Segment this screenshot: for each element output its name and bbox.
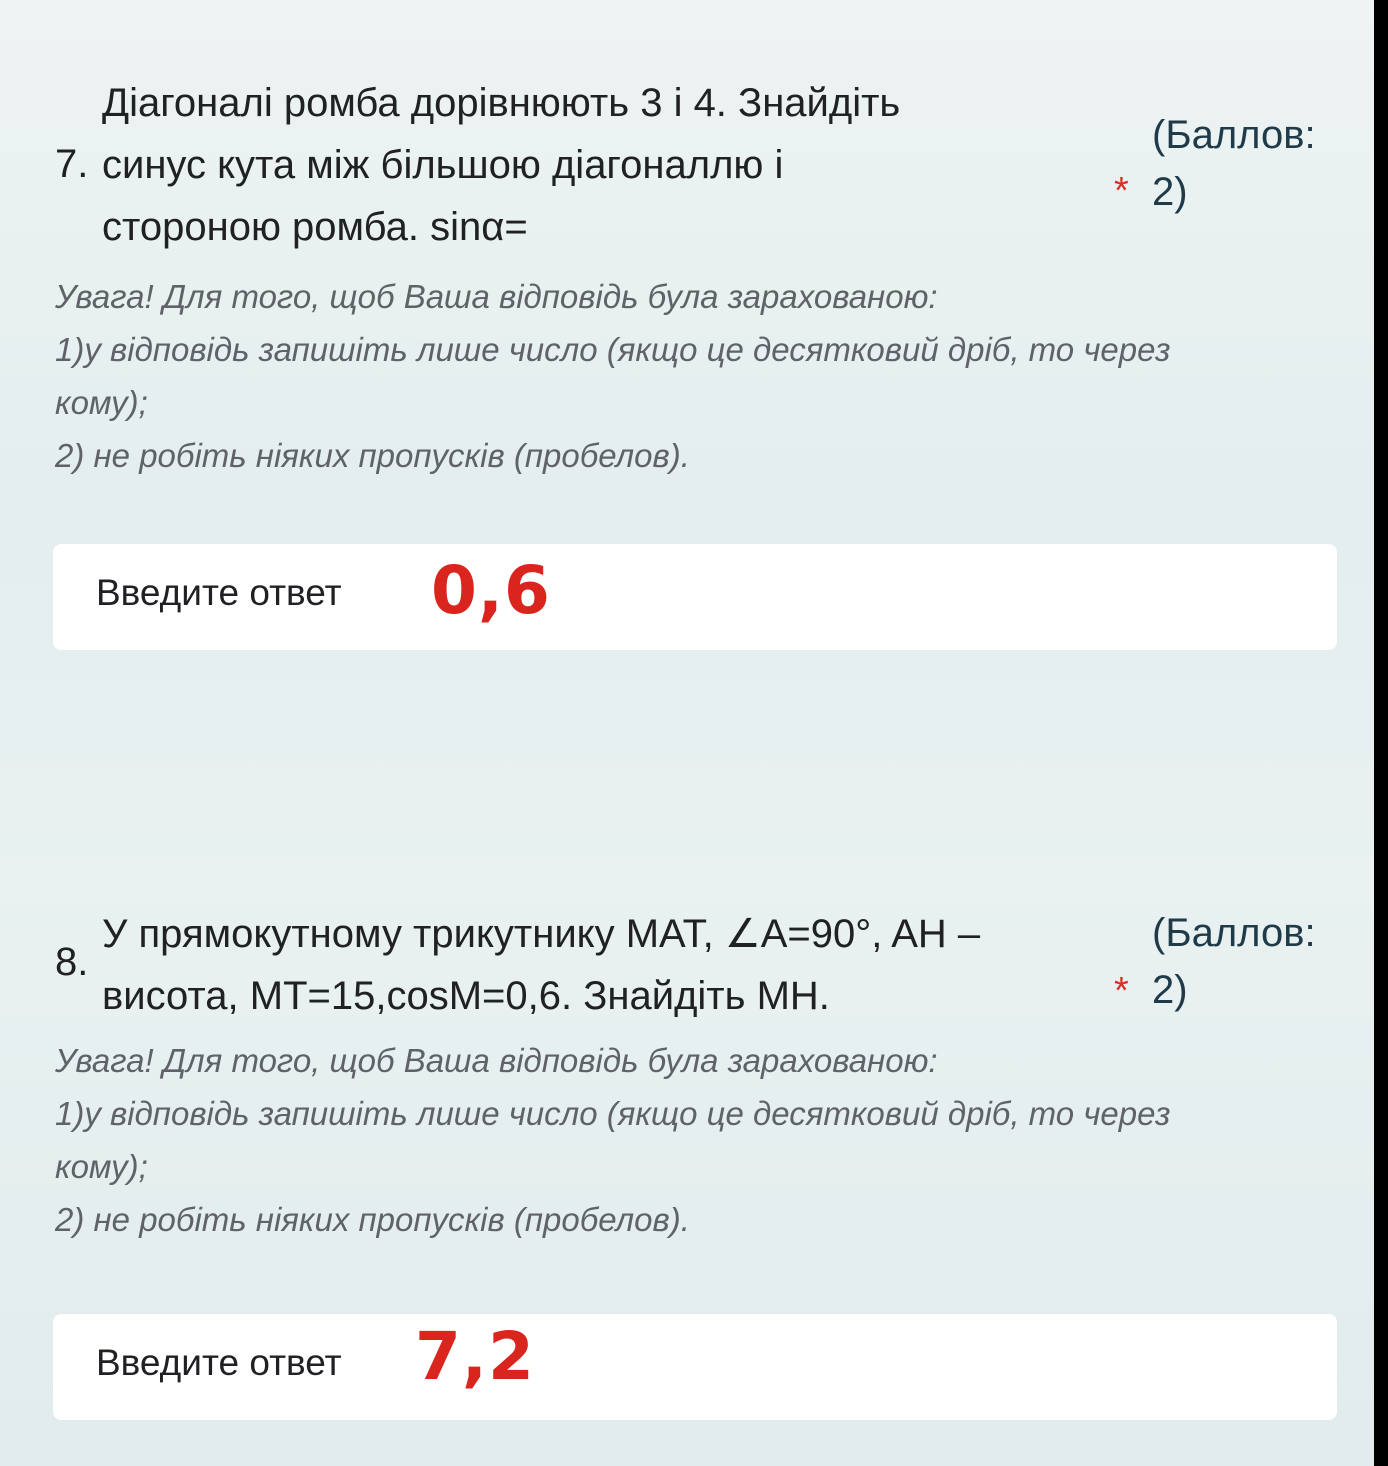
question-text [102, 72, 900, 258]
handwritten-answer: 0,6 [431, 552, 551, 629]
hint-line: Увага! Для того, щоб Ваша відповідь була зарахованою: [55, 278, 938, 315]
points-label: (Баллов: [1152, 911, 1316, 955]
question-text-line: стороною ромба. sinα= [102, 205, 528, 249]
question-number: 8. [55, 940, 89, 984]
answer-input[interactable] [53, 544, 1337, 650]
question-text-line: Діагоналі ромба дорівнюють 3 і 4. Знайдіть [102, 81, 901, 125]
question-text [102, 903, 980, 1027]
answer-input[interactable] [53, 1314, 1337, 1420]
required-asterisk: * [1114, 970, 1129, 1012]
hint-line: 1)у відповідь запишіть лише число (якщо це десятковий дріб, то через [55, 331, 1171, 368]
hint-line: 1)у відповідь запишіть лише число (якщо це десятковий дріб, то через [55, 1095, 1171, 1132]
hint-line: 2) не робіть ніяких пропусків (пробелов). [55, 1201, 690, 1238]
question-text-line: висота, МТ=15,cosM=0,6. Знайдіть МН. [102, 974, 830, 1018]
handwritten-answer: 7,2 [415, 1318, 535, 1395]
answer-placeholder: Введите ответ [96, 1342, 342, 1383]
question-text-line: синус кута між більшою діагоналлю і [102, 143, 784, 187]
points-value: 2) [1152, 170, 1188, 214]
hint-line: кому); [55, 1148, 148, 1185]
points-value: 2) [1152, 968, 1188, 1012]
question-text-line: У прямокутному трикутнику МАТ, ∠A=90°, AH – [102, 912, 981, 956]
required-asterisk: * [1114, 170, 1129, 212]
answer-hint [55, 270, 1305, 482]
hint-line: кому); [55, 384, 148, 421]
hint-line: 2) не робіть ніяких пропусків (пробелов). [55, 437, 690, 474]
hint-line: Увага! Для того, щоб Ваша відповідь була зарахованою: [55, 1042, 938, 1079]
answer-hint [55, 1034, 1305, 1246]
points-label: (Баллов: [1152, 113, 1316, 157]
question-number: 7. [55, 142, 89, 186]
answer-placeholder: Введите ответ [96, 572, 342, 613]
